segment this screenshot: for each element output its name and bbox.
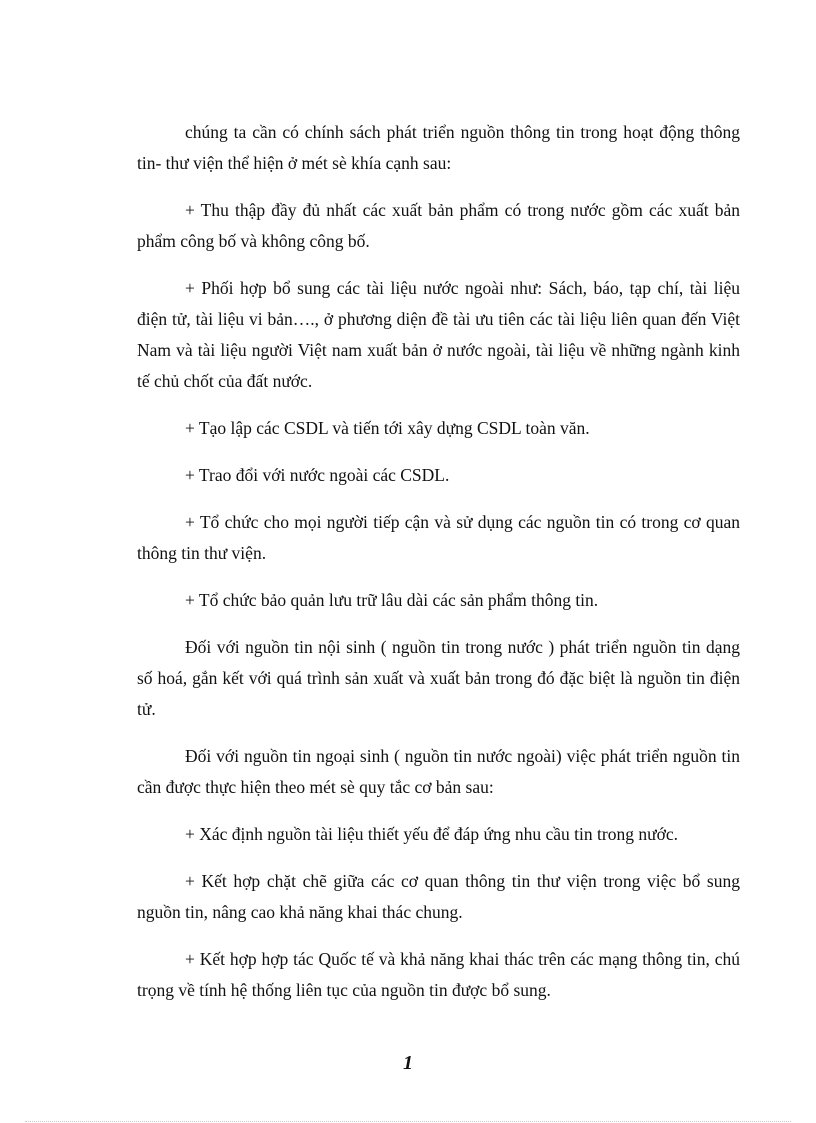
paragraph: + Kết hợp hợp tác Quốc tế và khả năng khai thác trên các mạng thông tin, chú trọng về tính hệ thống liên tục của nguồn tin được bổ sung.: [137, 949, 740, 1000]
paragraph: + Kết hợp chặt chẽ giữa các cơ quan thông tin thư viện trong việc bổ sung nguồn tin, nâng cao khả năng khai thác chung.: [137, 871, 740, 922]
paragraph: + Xác định nguồn tài liệu thiết yếu để đáp ứng nhu cầu tin trong nước.: [185, 824, 678, 844]
paragraph: + Tổ chức bảo quản lưu trữ lâu dài các sản phẩm thông tin.: [185, 590, 599, 610]
paragraph: chúng ta cần có chính sách phát triển nguồn thông tin trong hoạt động thông tin- thư viện thể hiện ở mét sè khía cạnh sau:: [137, 122, 740, 173]
paragraph: Đối với nguồn tin nội sinh ( nguồn tin trong nước ) phát triển nguồn tin dạng số hoá, gắn kết với quá trình sản xuất và xuất bản trong đó đặc biệt là nguồn tin điện tử.: [137, 637, 740, 719]
paragraph: + Tổ chức cho mọi người tiếp cận và sử dụng các nguồn tin có trong cơ quan thông tin thư viện.: [137, 512, 740, 563]
paragraph: + Tạo lập các CSDL và tiến tới xây dựng CSDL toàn văn.: [185, 418, 590, 438]
paragraph: Đối với nguồn tin ngoại sinh ( nguồn tin nước ngoài) việc phát triển nguồn tin cần được thực hiện theo mét sè quy tắc cơ bản sau:: [137, 746, 740, 797]
paragraph: + Trao đổi với nước ngoài các CSDL.: [185, 465, 450, 485]
paragraph: + Thu thập đầy đủ nhất các xuất bản phẩm có trong nước gồm các xuất bản phẩm công bố và không công bố.: [137, 200, 740, 251]
document-body: [137, 117, 740, 1022]
page-bottom-divider: [25, 1121, 791, 1122]
paragraph: + Phối hợp bổ sung các tài liệu nước ngoài như: Sách, báo, tạp chí, tài liệu điện tử, tài liệu vi bản…., ở phương diện đề tài ưu tiên các tài liệu liên quan đến Việt Nam và tài liệu người Việt nam xuất bản ở nước ngoài, tài liệu về những ngành kinh tế chủ chốt của đất nước.: [137, 278, 740, 391]
page-number: 1: [403, 1052, 413, 1074]
